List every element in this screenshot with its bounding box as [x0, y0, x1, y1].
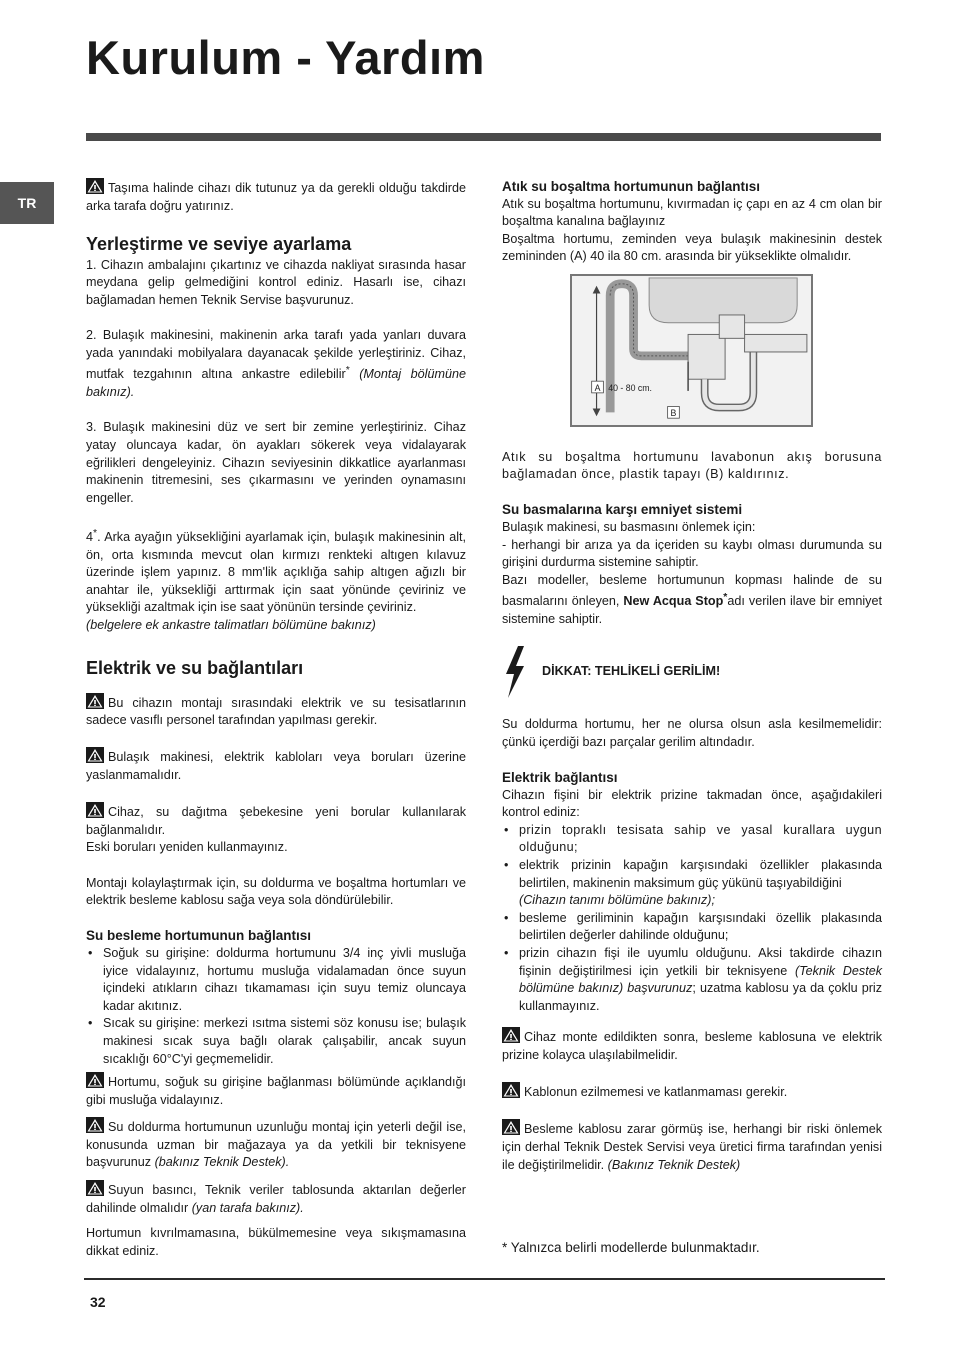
- placement-p1: 1. Cihazın ambalajını çıkartınız ve cihazda nakliyat sırasında hasar meydana gelip gelmediğini kontrol ediniz. Hasarlı ise, cihazı bağlamadan hemen Teknik Servise başvurunuz.: [86, 257, 466, 307]
- list-item: • prizin topraklı tesisata sahip ve yasal kurallara uygun olduğunu;: [502, 822, 882, 857]
- danger-text: DİKKAT: TEHLİKELİ GERİLİM!: [542, 664, 721, 679]
- electric-old-pipes: Eski boruları yeniden kullanmayınız.: [86, 840, 288, 855]
- warning-triangle-icon: [502, 1119, 520, 1135]
- supply-warning-2: [86, 1117, 466, 1172]
- flood-heading: Su basmalarına karşı emniyet sistemi: [502, 502, 743, 518]
- drain-p3: Atık su boşaltma hortumunu lavabonun akış borusuna bağlamadan önce, plastik tapayı (B) kaldırınız.: [502, 449, 882, 482]
- electric-warning-1-text: Bu cihazın montajı sırasındaki elektrik ve su tesisatlarının sadece vasıflı personel tarafından yapılması gerekir.: [86, 695, 466, 728]
- placement-p4-ref: (belgelere ek ankastre talimatları bölümüne bakınız): [86, 618, 376, 633]
- left-column: [86, 178, 466, 1278]
- footer-rule: [84, 1278, 885, 1280]
- flood-p2: - herhangi bir arıza ya da içeriden su kaybı olması durumunda su girişini durdurma sistemine sahiptir.: [502, 537, 882, 570]
- electric-heading: Elektrik ve su bağlantıları: [86, 657, 304, 678]
- warning-triangle-icon: [86, 693, 104, 709]
- voltage-danger-notice: [502, 646, 882, 698]
- page-number: 32: [90, 1294, 106, 1310]
- list-item: • Sıcak su girişine: merkezi ısıtma sistemi söz konusu ise; bulaşık makinesi sıcak suya bağlı olarak çalışabilir, ancak suyun sıcaklığı 60°C'yi geçmemelidir.: [86, 1015, 466, 1068]
- warning-triangle-icon: [86, 802, 104, 818]
- elec-warning-2-text: Kablonun ezilmemesi ve katlanmaması gerekir.: [524, 1085, 788, 1100]
- placement-p4-star: *: [93, 526, 98, 539]
- electric-warning-3: [86, 802, 466, 839]
- warning-triangle-icon: [86, 178, 104, 194]
- placement-p4-text: . Arka ayağın yüksekliğini ayarlamak için, bulaşık makinesinin alt, ön, orta kısmında mevcut olan kırmızı renkteki altıgen kılavuz üzerinde işlem yapınız. 8 mm'lik açıklığa sahip altıgen ağızlı bir anahtar ile, yüksekliği arttırmak için saat yönünde çeviriniz ve yüksekliği azaltmak için ise saat yönünün tersinde çeviriniz.: [86, 530, 466, 615]
- title-rule: [86, 133, 881, 141]
- drain-p1: Atık su boşaltma hortumunu, kıvırmadan iç çapı en az 4 cm olan bir boşaltma kanalına bağlayınız: [502, 196, 882, 229]
- electric-montage-note: Montajı kolaylaştırmak için, su doldurma ve boşaltma hortumları ve elektrik besleme kablosu sağa veya sola döndürülebilir.: [86, 875, 466, 908]
- placement-p2-text: 2. Bulaşık makinesini, makinenin arka tarafı yada yanları duvara yada yanındaki mobilyalara dayanacak şekilde yerleştiriniz. Cihaz, mutfak tezgahının altına ankastre edilebilir: [86, 328, 466, 382]
- elec-b4-text-a: prizin cihazın fişi ile uyumlu olduğunu. Aksi takdirde cihazın fişinin değiştirilmesi için yetkili bir teknisyene: [519, 946, 882, 978]
- elec-p1: Cihazın fişini bir elektrik prizine takmadan önce, aşağıdakileri kontrol ediniz:: [502, 787, 882, 820]
- list-item: • besleme geriliminin kapağın karşısındaki özellik plakasında belirtilen değerler dahilinde olduğunu;: [502, 910, 882, 945]
- supply-warning-3: [86, 1180, 466, 1217]
- language-tab: TR: [0, 182, 54, 224]
- elec-b2-ref: (Cihazın tanımı bölümüne bakınız);: [519, 893, 715, 908]
- placement-p3: 3. Bulaşık makinesini düz ve sert bir zemine yerleştiriniz. Cihaz yatay oluncaya kadar, ön ayakları sökerek veya vidalayarak eğrilikleri dengeleyiniz. Cihazın seviyesinin dikkatlice ayarlanması makinenin titremesini, ses çıkarmasını ve yerinden oynamasını engeller.: [86, 420, 466, 505]
- warning-triangle-icon: [86, 1117, 104, 1133]
- elec-warning-2: [502, 1082, 882, 1102]
- elec-heading: Elektrik bağlantısı: [502, 770, 618, 786]
- placement-p2: [86, 327, 466, 402]
- supply-warning-2-text: Su doldurma hortumunun uzunluğu montaj için yeterli değil ise, konusunda uzman bir mağazaya ya da yetkili bir teknisyene başvurunuz: [86, 1120, 466, 1170]
- elec-warning-3-ref: (Bakınız Teknik Destek): [604, 1157, 741, 1172]
- elec-checklist: [502, 822, 882, 1016]
- flood-p1: Bulaşık makinesi, su basmasını önlemek için:: [502, 519, 756, 534]
- list-item: [502, 945, 882, 1015]
- warning-triangle-icon: [86, 1180, 104, 1196]
- warning-triangle-icon: [86, 1072, 104, 1088]
- supply-warning-3-text: Suyun basıncı, Teknik veriler tablosunda aktarılan değerler dahilinde olmalıdır: [86, 1183, 466, 1215]
- warning-triangle-icon: [502, 1082, 520, 1098]
- supply-heading: Su besleme hortumunun bağlantısı: [86, 928, 312, 944]
- right-column: [502, 178, 882, 1192]
- electric-warning-3-text: Cihaz, su dağıtma şebekesine yeni borular kullanılarak bağlanmalıdır.: [86, 805, 466, 837]
- placement-p4: [86, 525, 466, 635]
- placement-p2-star: *: [345, 364, 350, 377]
- supply-warning-1: [86, 1072, 466, 1109]
- list-item: [502, 857, 882, 910]
- supply-warning-3-ref: (yan tarafa bakınız).: [188, 1200, 304, 1215]
- flood-p4: Su doldurma hortumu, her ne olursa olsun asla kesilmemelidir: çünkü içerdiği bazı parçalar gerilim altındadır.: [502, 717, 882, 749]
- electric-warning-2-text: Bulaşık makinesi, elektrik kabloları veya boruları üzerine yaslanmamalıdır.: [86, 750, 466, 782]
- elec-warning-3-text: Besleme kablosu zarar görmüş ise, herhangi bir riski önlemek için derhal Teknik Destek Servisi veya üretici firma tarafından yenisi ile değiştirilmelidir.: [502, 1122, 882, 1172]
- supply-warning-2-ref: (bakınız Teknik Destek).: [151, 1155, 290, 1170]
- elec-b2-text: elektrik prizinin kapağın karşısındaki özellikler plakasında belirtilen, makinenin maksimum güç yükünü taşıyabildiğini: [519, 858, 882, 890]
- elec-b4-text-b: ; uzatma kablosu ya da çoklu priz kullanmayınız.: [519, 981, 883, 1013]
- flood-p3-star: *: [723, 591, 728, 604]
- transport-warning-text: Taşıma halinde cihazı dik tutunuz ya da gerekli olduğu takdirde arka tarafa doğru yatırınız.: [86, 181, 466, 213]
- page-title: Kurulum - Yardım: [86, 31, 485, 84]
- supply-kink-note: Hortumun kıvrılmamasına, bükülmemesine veya sıkışmamasına dikkat ediniz.: [86, 1226, 466, 1258]
- placement-p4-num: 4: [86, 530, 94, 545]
- drain-p2: Boşaltma hortumu, zeminden veya bulaşık makinesinin destek zemininden (A) 40 ila 80 cm. arasında bir yükseklikte olmalıdır.: [502, 231, 882, 264]
- high-voltage-icon: [502, 646, 528, 698]
- footnote: * Yalnızca belirli modellerde bulunmaktadır.: [502, 1240, 760, 1255]
- diagram-label-a: A: [594, 382, 601, 393]
- diagram-range: 40 - 80 cm.: [608, 382, 653, 393]
- electric-warning-1: [86, 693, 466, 730]
- flood-p3-text-a: Bazı modeller, besleme hortumunun kopması halinde de su basmalarını önleyen,: [502, 572, 882, 609]
- list-item: • Soğuk su girişine: doldurma hortumunu 3/4 inç yivli musluğa iyice vidalayınız, hortumu musluğa vidalamadan önce suyun içindeki atıkların cihazı tıkamaması için suyu temiz oluncaya kadar akıtınız.: [86, 945, 466, 1015]
- diagram-label-b: B: [670, 408, 677, 419]
- electric-warning-2: [86, 747, 466, 784]
- warning-triangle-icon: [86, 747, 104, 763]
- placement-heading: Yerleştirme ve seviye ayarlama: [86, 233, 352, 254]
- supply-list: [86, 945, 466, 1068]
- drain-heading: Atık su boşaltma hortumunun bağlantısı: [502, 179, 761, 194]
- elec-warning-1-text: Cihaz monte edildikten sonra, besleme kablosuna ve elektrik prizine kolayca ulaşılabilmelidir.: [502, 1030, 882, 1062]
- warning-triangle-icon: [502, 1027, 520, 1043]
- elec-warning-3: [502, 1119, 882, 1174]
- supply-warning-1-text: Hortumu, soğuk su girişine bağlanması bölümünde açıklandığı gibi musluğa vidalayınız.: [86, 1075, 466, 1107]
- placement-p2-ref: (Montaj bölümüne bakınız).: [86, 367, 466, 400]
- flood-p3: [502, 572, 882, 629]
- elec-b4-ref: (Teknik Destek bölümüne bakınız) başvurunuz: [519, 963, 882, 996]
- new-acqua-stop: New Acqua Stop: [623, 594, 724, 609]
- flood-p3-text-b: adı verilen ilave bir emniyet sistemine sahiptir.: [502, 594, 882, 627]
- elec-warning-1: [502, 1027, 882, 1064]
- drain-hose-diagram: [570, 274, 813, 427]
- transport-warning: [86, 178, 466, 215]
